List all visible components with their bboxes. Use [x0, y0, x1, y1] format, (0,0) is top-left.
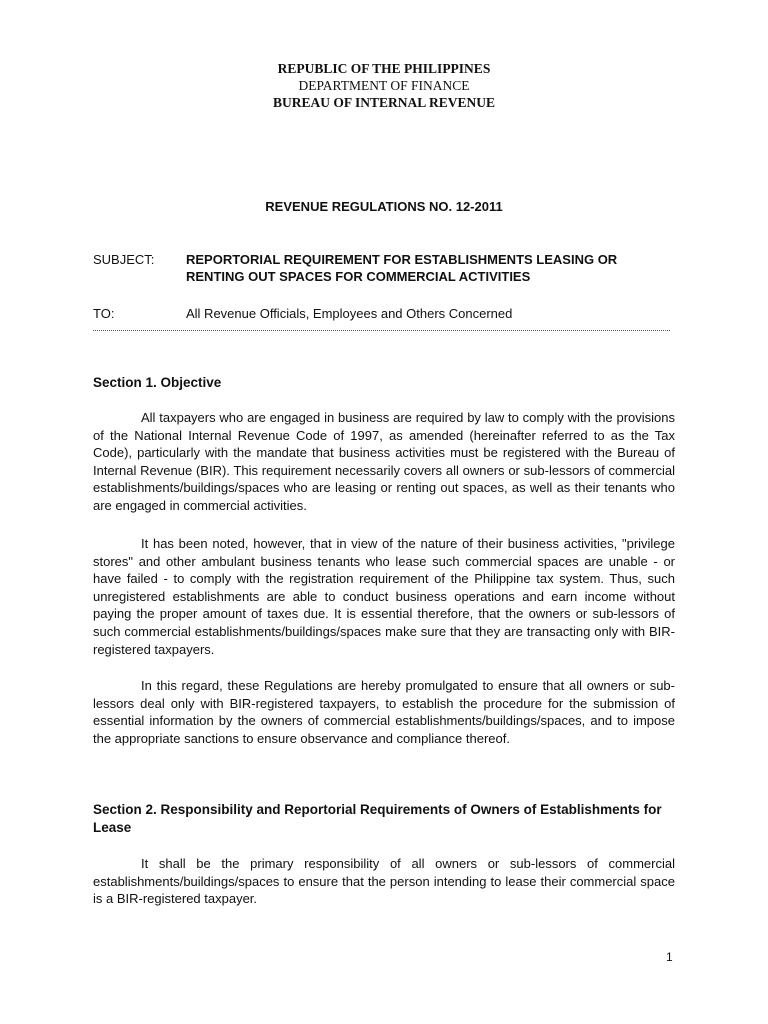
section2-heading: Section 2. Responsibility and Reportorial Requirements of Owners of Establishments for Lease — [93, 802, 662, 835]
header-department: DEPARTMENT OF FINANCE — [298, 78, 470, 93]
page-number: 1 — [666, 950, 673, 964]
document-header — [0, 60, 768, 111]
header-bureau: BUREAU OF INTERNAL REVENUE — [273, 95, 495, 110]
regulation-title: REVENUE REGULATIONS NO. 12-2011 — [265, 199, 503, 214]
header-republic: REPUBLIC OF THE PHILIPPINES — [277, 61, 491, 76]
section1-paragraph-2: It has been noted, however, that in view of the nature of their business activities, "privilege stores" and other ambulant business tenants who lease such commercial spaces are unable - or have failed - to comply with the registration requirement of the Philippine tax system. Thus, such unregistered establishments are able to conduct business operations and earn income without paying the proper amount of taxes due. It is essential therefore, that the owners or sub-lessors of such commercial establishments/buildings/spaces make sure that they are transacting only with BIR-registered taxpayers. — [93, 536, 675, 657]
subject-text: REPORTORIAL REQUIREMENT FOR ESTABLISHMENTS LEASING OR RENTING OUT SPACES FOR COMMERCIAL ACTIVITIES — [186, 252, 618, 284]
to-text: All Revenue Officials, Employees and Others Concerned — [186, 306, 513, 321]
subject-label: SUBJECT: — [93, 252, 155, 267]
section1-heading: Section 1. Objective — [93, 375, 222, 390]
section1-paragraph-3: In this regard, these Regulations are hereby promulgated to ensure that all owners or sub-lessors deal only with BIR-registered taxpayers, to establish the procedure for the submission of essential information by the owners of commercial establishments/buildings/spaces, and to impose the appropriate sanctions to ensure observance and compliance thereof. — [93, 678, 675, 746]
to-label: TO: — [93, 306, 115, 321]
section2-paragraph-1: It shall be the primary responsibility of all owners or sub-lessors of commercial establishments/buildings/spaces to ensure that the person intending to lease their commercial space is a BIR-registered taxpayer. — [93, 856, 675, 907]
dotted-divider — [93, 330, 670, 331]
section1-paragraph-1: All taxpayers who are engaged in business are required by law to comply with the provisions of the National Internal Revenue Code of 1997, as amended (hereinafter referred to as the Tax Code), particularly with the mandate that business activities must be registered with the Bureau of Internal Revenue (BIR). This requirement necessarily covers all owners or sub-lessors of commercial establishments/buildings/spaces who are leasing or renting out spaces, as well as their tenants who are engaged in commercial activities. — [93, 410, 675, 513]
